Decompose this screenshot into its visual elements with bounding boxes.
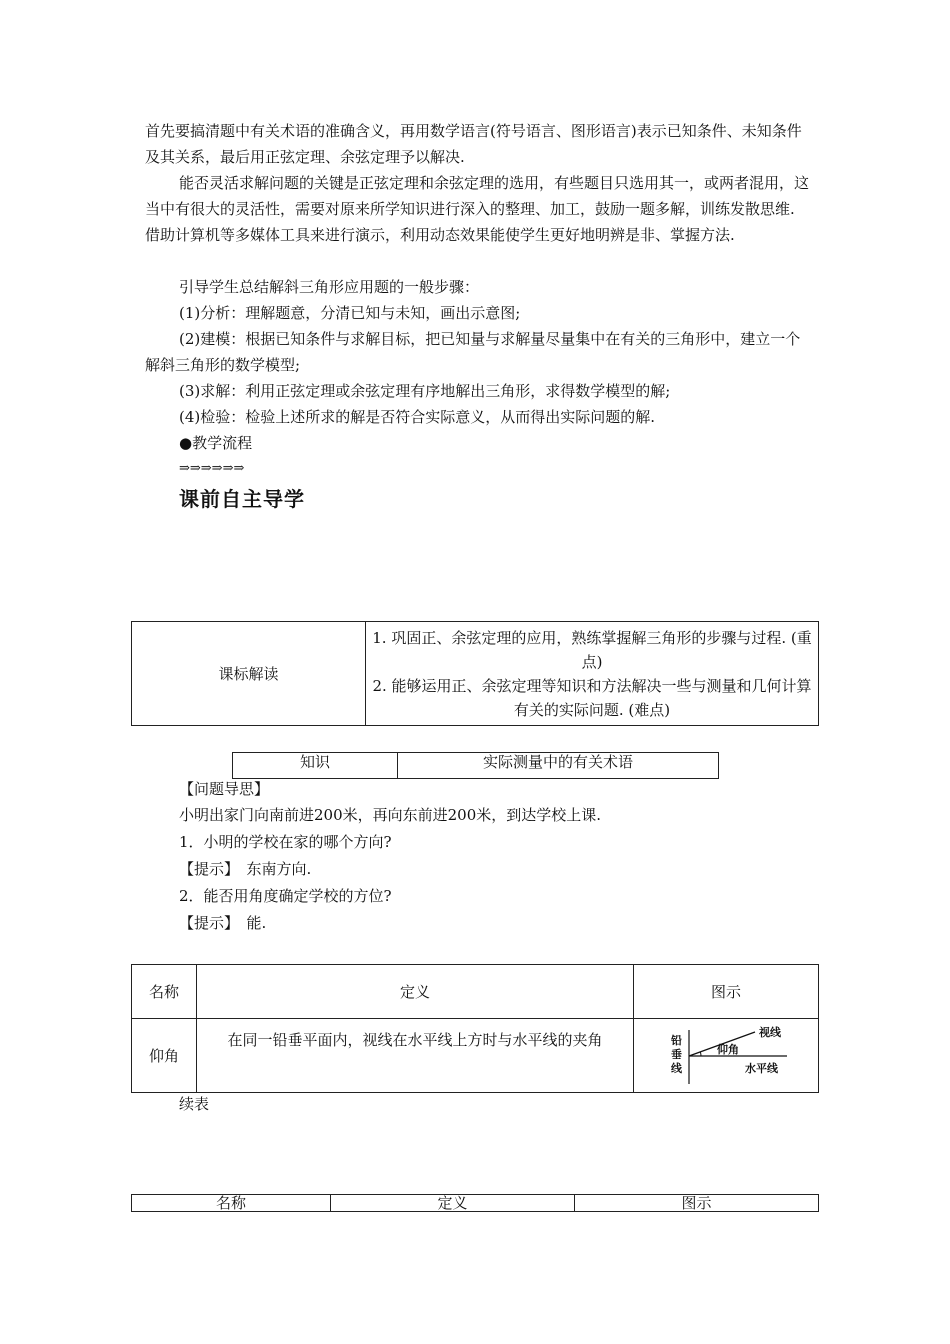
label-vertical-2: 垂 bbox=[671, 1047, 682, 1061]
header-definition: 定义 bbox=[197, 965, 634, 1019]
angle-arc-icon bbox=[700, 1051, 701, 1055]
step-analysis: (1)分析：理解题意，分清已知与未知，画出示意图; bbox=[179, 304, 521, 322]
flow-title: ●教学流程 bbox=[179, 434, 253, 452]
step-solving: (3)求解：利用正弦定理或余弦定理有序地解出三角形，求得数学模型的解; bbox=[179, 382, 671, 400]
paragraph-method: 首先要搞清题中有关术语的准确含义，再用数学语言(符号语言、图形语言)表示已知条件、未知条件及其关系，最后用正弦定理、余弦定理予以解决. bbox=[145, 122, 802, 166]
continued-table bbox=[131, 1194, 819, 1212]
guide-heading: 【问题导思】 bbox=[179, 780, 270, 798]
label-vertical-3: 线 bbox=[671, 1061, 682, 1075]
curriculum-table bbox=[131, 621, 819, 726]
header-name: 名称 bbox=[132, 965, 197, 1019]
step-modeling: (2)建模：根据已知条件与求解目标，把已知量与求解量尽量集中在有关的三角形中，建立一个解斜三角形的数学模型; bbox=[145, 330, 801, 374]
term-definition: 在同一铅垂平面内，视线在水平线上方时与水平线的夹角 bbox=[197, 1019, 634, 1093]
hint-two: 【提示】 能. bbox=[179, 914, 267, 932]
guide-intro: 小明出家门向南前进200米，再向东前进200米，到达学校上课. bbox=[179, 806, 602, 824]
question-two: 2．能否用角度确定学校的方位? bbox=[179, 887, 392, 905]
knowledge-value: 实际测量中的有关术语 bbox=[398, 753, 719, 779]
curriculum-goals bbox=[366, 622, 819, 726]
knowledge-table bbox=[232, 752, 719, 779]
paragraph-key: 能否灵活求解问题的关键是正弦定理和余弦定理的选用，有些题目只选用其一，或两者混用，这当中有很大的灵活性，需要对原来所学知识进行深入的整理、加工，鼓励一题多解，训练发散思维. 借助计算机等多媒体工具来进行演示，利用动态效果能使学生更好地明辨是非、掌握方法. bbox=[145, 174, 810, 244]
elevation-angle-diagram bbox=[661, 1022, 791, 1086]
header-figure: 图示 bbox=[634, 965, 819, 1019]
continued-header-figure: 图示 bbox=[575, 1195, 819, 1212]
goal-two: 2. 能够运用正、余弦定理等知识和方法解决一些与测量和几何计算有关的实际问题. (难点) bbox=[372, 676, 812, 719]
section-title: 课前自主导学 bbox=[179, 487, 305, 511]
flow-arrows: ⇒⇒⇒⇒⇒⇒ bbox=[179, 461, 245, 476]
term-figure bbox=[634, 1019, 819, 1093]
label-sight: 视线 bbox=[759, 1025, 781, 1039]
paragraph-steps-intro: 引导学生总结解斜三角形应用题的一般步骤： bbox=[179, 278, 480, 296]
continued-label: 续表 bbox=[179, 1095, 210, 1113]
knowledge-label: 知识 bbox=[233, 753, 398, 779]
question-one: 1．小明的学校在家的哪个方向? bbox=[179, 833, 392, 851]
curriculum-label: 课标解读 bbox=[132, 622, 366, 726]
hint-one: 【提示】 东南方向. bbox=[179, 860, 312, 878]
step-checking: (4)检验：检验上述所求的解是否符合实际意义，从而得出实际问题的解. bbox=[179, 408, 656, 426]
goal-one: 1. 巩固正、余弦定理的应用，熟练掌握解三角形的步骤与过程. (重点) bbox=[372, 628, 812, 671]
label-elevation: 仰角 bbox=[717, 1042, 739, 1056]
terms-table bbox=[131, 964, 819, 1093]
term-name: 仰角 bbox=[132, 1019, 197, 1093]
label-vertical-1: 铅 bbox=[671, 1033, 682, 1047]
label-horizontal: 水平线 bbox=[745, 1061, 778, 1075]
continued-header-definition: 定义 bbox=[331, 1195, 575, 1212]
continued-header-name: 名称 bbox=[132, 1195, 331, 1212]
